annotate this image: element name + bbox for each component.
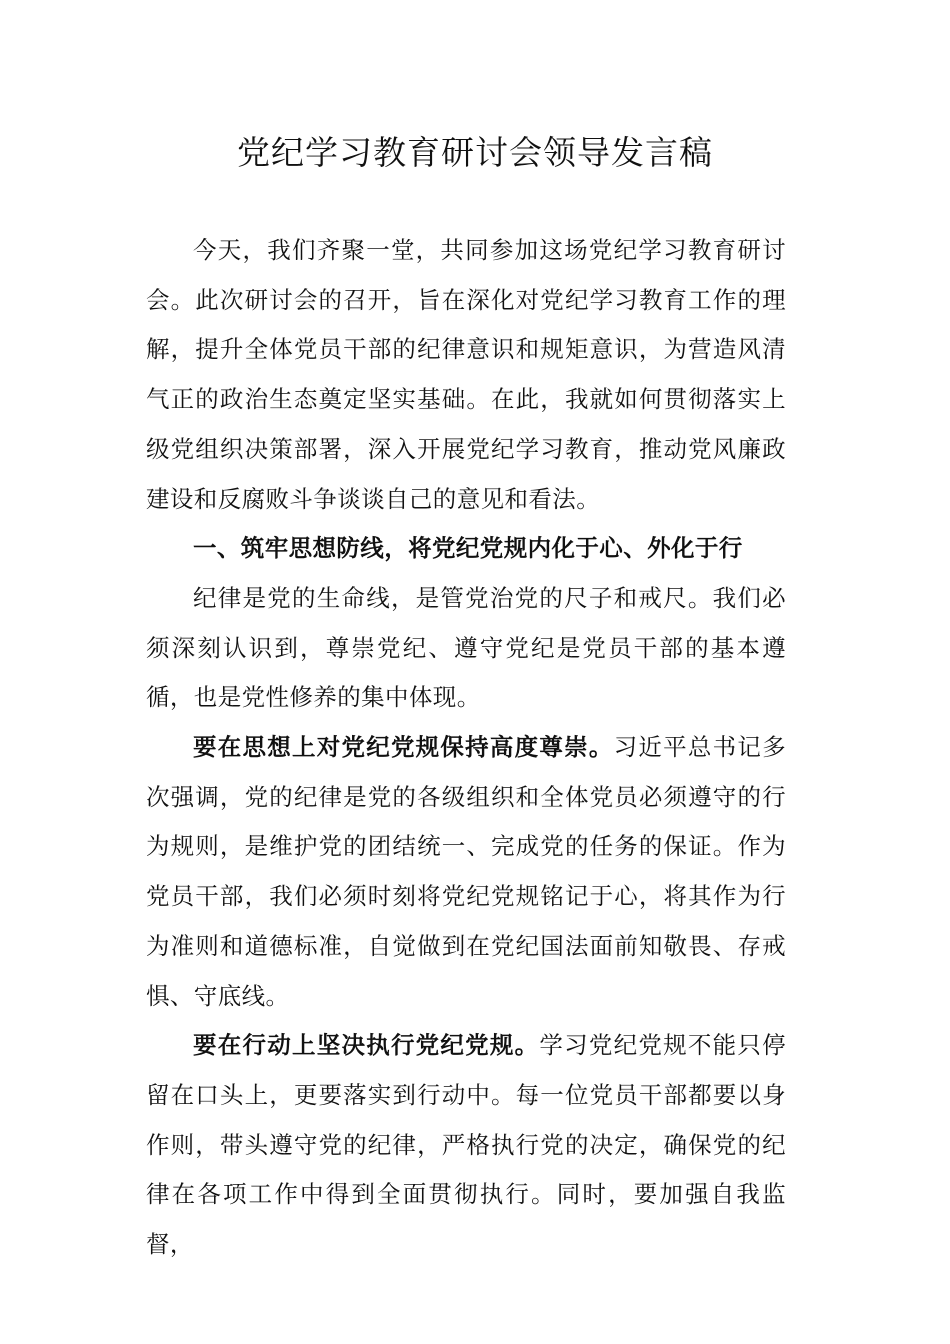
point-paragraph-1 [146,723,786,1021]
section-paragraph: 纪律是党的生命线，是管党治党的尺子和戒尺。我们必须深刻认识到，尊崇党纪、遵守党纪是党员干部的基本遵循，也是党性修养的集中体现。 [146,583,786,712]
document-title: 党纪学习教育研讨会领导发言稿 [237,133,713,172]
point-lead-1: 要在思想上对党纪党规保持高度尊崇。 [193,733,614,762]
intro-paragraph: 今天，我们齐聚一堂，共同参加这场党纪学习教育研讨会。此次研讨会的召开，旨在深化对党纪学习教育工作的理解，提升全体党员干部的纪律意识和规矩意识，为营造风清气正的政治生态奠定坚实基础。在此，我就如何贯彻落实上级党组织决策部署，深入开展党纪学习教育，推动党风廉政建设和反腐败斗争谈谈自己的意见和看法。 [146,236,786,513]
point-text-2: 学习党纪党规不能只停留在口头上，更要落实到行动中。每一位党员干部都要以身作则，带头遵守党的纪律，严格执行党的决定，确保党的纪律在各项工作中得到全面贯彻执行。同时，要加强自我监督， [146,1031,786,1259]
document-body [146,226,786,1270]
point-text-1: 习近平总书记多次强调，党的纪律是党的各级组织和全体党员必须遵守的行为规则，是维护党的团结统一、完成党的任务的保证。作为党员干部，我们必须时刻将党纪党规铭记于心，将其作为行为准则和道德标准，自觉做到在党纪国法面前知敬畏、存戒惧、守底线。 [146,733,786,1010]
point-paragraph-2 [146,1021,786,1270]
point-lead-2: 要在行动上坚决执行党纪党规。 [193,1031,540,1060]
section-heading: 一、筑牢思想防线，将党纪党规内化于心、外化于行 [193,534,743,563]
